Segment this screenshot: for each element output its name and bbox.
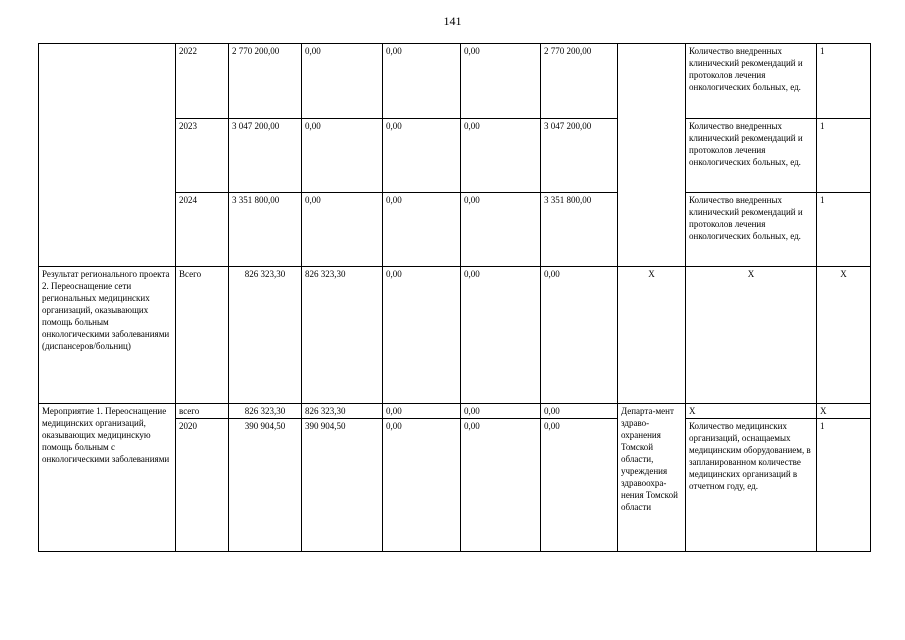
total-cell: 826 323,30	[229, 267, 302, 404]
executor-cell: Х	[618, 267, 686, 404]
municipal-budget-cell: 0,00	[461, 404, 541, 419]
indicator-cell: Количество внедренных клинический рекомендаций и протоколов лечения онкологических больных, ед.	[686, 119, 817, 193]
federal-budget-cell: 0,00	[302, 193, 383, 267]
indicator-value-cell: 1	[817, 44, 871, 119]
municipal-budget-cell: 0,00	[461, 419, 541, 552]
federal-budget-cell: 390 904,50	[302, 419, 383, 552]
page-number: 141	[443, 14, 462, 28]
total-cell: 3 351 800,00	[229, 193, 302, 267]
indicator-value-cell: 1	[817, 119, 871, 193]
federal-budget-cell: 0,00	[302, 44, 383, 119]
executor-cell	[618, 44, 686, 267]
year-cell: 2024	[176, 193, 229, 267]
year-cell: 2022	[176, 44, 229, 119]
period-cell: Всего	[176, 267, 229, 404]
regional-budget-cell: 0,00	[383, 119, 461, 193]
indicator-value-cell: Х	[817, 404, 871, 419]
total-cell: 826 323,30	[229, 404, 302, 419]
indicator-cell: Количество медицинских организаций, оснащаемых медицинским оборудованием, в запланированном количестве медицинских организаций в отчетном году, ед.	[686, 419, 817, 552]
result-title-cell: Результат регионального проекта 2. Переоснащение сети региональных медицинских организаций, оказывающих помощь больным онкологическими заболеваниями (диспансеров/больниц)	[39, 267, 176, 404]
other-sources-cell: 3 047 200,00	[541, 119, 618, 193]
regional-budget-cell: 0,00	[383, 44, 461, 119]
indicator-cell: Количество внедренных клинический рекомендаций и протоколов лечения онкологических больных, ед.	[686, 193, 817, 267]
table-row	[39, 267, 871, 404]
measure-title-cell: Мероприятие 1. Переоснащение медицинских организаций, оказывающих медицинскую помощь больным с онкологическими заболеваниями	[39, 404, 176, 552]
municipal-budget-cell: 0,00	[461, 119, 541, 193]
empty-cell	[39, 44, 176, 267]
period-cell: всего	[176, 404, 229, 419]
program-table	[38, 43, 871, 552]
other-sources-cell: 0,00	[541, 404, 618, 419]
regional-budget-cell: 0,00	[383, 193, 461, 267]
executor-cell: Департа-мент здраво-охранения Томской области, учреждения здравоохра-нения Томской области	[618, 404, 686, 552]
total-cell: 2 770 200,00	[229, 44, 302, 119]
year-cell: 2020	[176, 419, 229, 552]
other-sources-cell: 2 770 200,00	[541, 44, 618, 119]
total-cell: 390 904,50	[229, 419, 302, 552]
municipal-budget-cell: 0,00	[461, 44, 541, 119]
indicator-value-cell: 1	[817, 419, 871, 552]
indicator-cell: Х	[686, 267, 817, 404]
other-sources-cell: 0,00	[541, 267, 618, 404]
regional-budget-cell: 0,00	[383, 267, 461, 404]
municipal-budget-cell: 0,00	[461, 193, 541, 267]
federal-budget-cell: 826 323,30	[302, 267, 383, 404]
regional-budget-cell: 0,00	[383, 404, 461, 419]
table-row	[39, 404, 871, 419]
federal-budget-cell: 0,00	[302, 119, 383, 193]
indicator-value-cell: 1	[817, 193, 871, 267]
regional-budget-cell: 0,00	[383, 419, 461, 552]
municipal-budget-cell: 0,00	[461, 267, 541, 404]
year-cell: 2023	[176, 119, 229, 193]
indicator-value-cell: Х	[817, 267, 871, 404]
total-cell: 3 047 200,00	[229, 119, 302, 193]
table-row	[39, 44, 871, 119]
indicator-cell: Х	[686, 404, 817, 419]
federal-budget-cell: 826 323,30	[302, 404, 383, 419]
indicator-cell: Количество внедренных клинический рекомендаций и протоколов лечения онкологических больных, ед.	[686, 44, 817, 119]
other-sources-cell: 3 351 800,00	[541, 193, 618, 267]
other-sources-cell: 0,00	[541, 419, 618, 552]
